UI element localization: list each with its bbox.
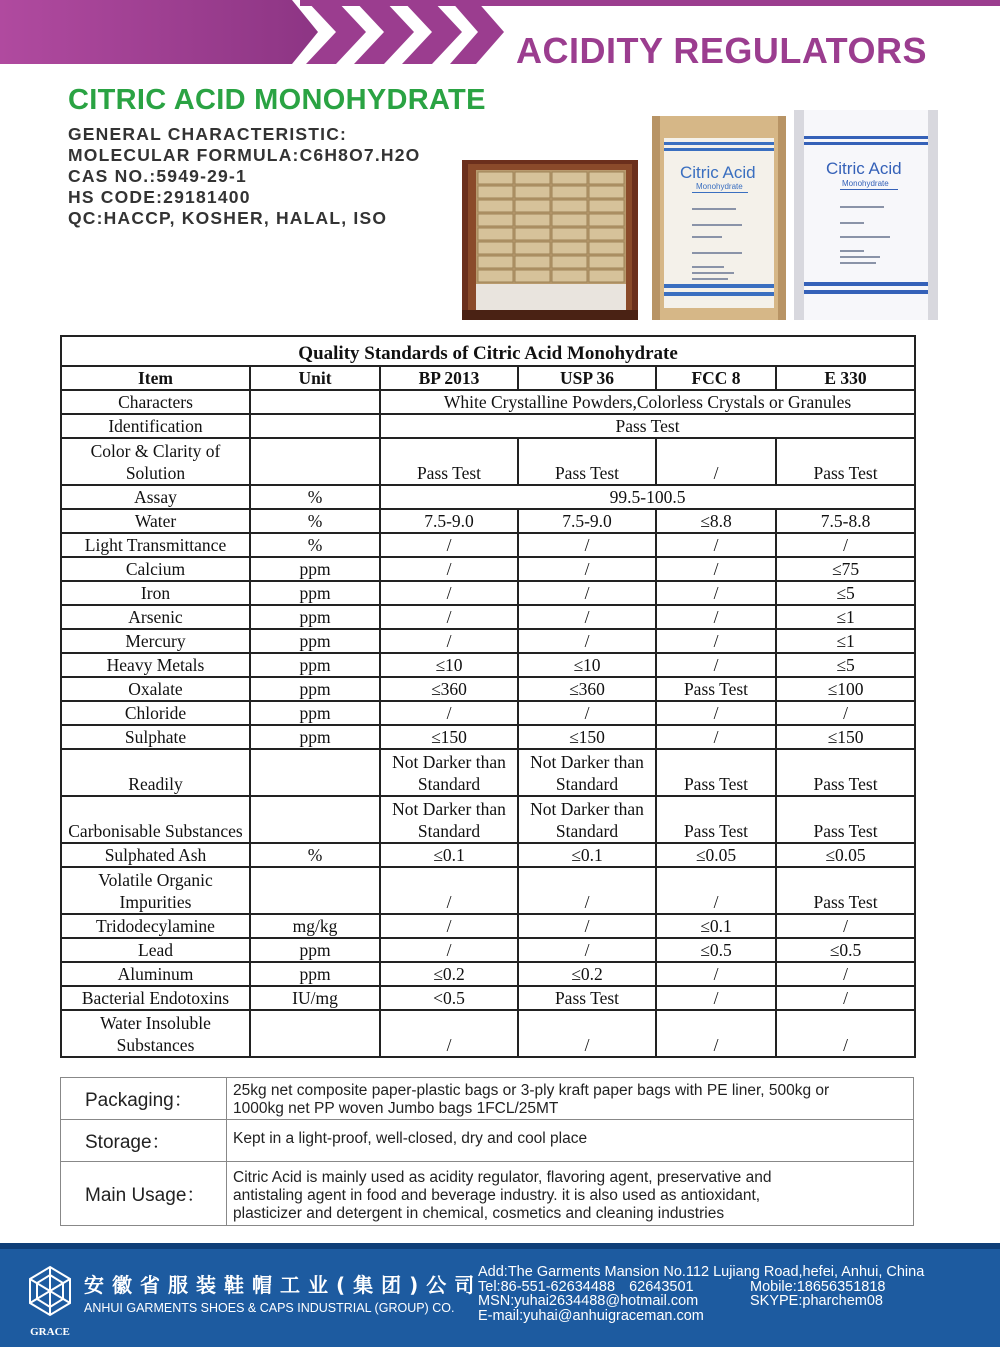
value-cell: /	[518, 581, 656, 605]
value-cell: Pass Test	[518, 438, 656, 485]
table-row	[61, 485, 915, 509]
packaging-label: Packaging：	[61, 1078, 227, 1120]
value-cell: /	[518, 701, 656, 725]
product-title: CITRIC ACID MONOHYDRATE	[68, 84, 486, 116]
usage-line: antistaling agent in food and beverage industry. it is also used as antioxidant,	[233, 1187, 761, 1204]
table-row	[61, 938, 915, 962]
value-cell: /	[380, 605, 518, 629]
value-cell: /	[518, 1010, 656, 1057]
table-row	[61, 725, 915, 749]
unit-cell: ppm	[250, 581, 380, 605]
value-cell: /	[656, 605, 776, 629]
item-cell: Mercury	[61, 629, 250, 653]
table-row	[61, 843, 915, 867]
value-cell: ≤0.2	[518, 962, 656, 986]
value-cell: ≤0.1	[656, 914, 776, 938]
item-cell: Sulphated Ash	[61, 843, 250, 867]
value-cell: /	[380, 1010, 518, 1057]
table-row	[61, 438, 915, 485]
merged-value-cell: White Crystalline Powders,Colorless Crystals or Granules	[380, 390, 915, 414]
usage-label: Main Usage：	[61, 1162, 227, 1226]
contact-tel: Tel:86-551-62634488	[478, 1278, 616, 1295]
general-line: MOLECULAR FORMULA:C6H8O7.H2O	[68, 145, 421, 165]
value-cell: 7.5-9.0	[380, 509, 518, 533]
column-header: E 330	[776, 366, 915, 390]
unit-cell	[250, 796, 380, 843]
logo-text: GRACE	[30, 1326, 70, 1338]
value-cell: /	[518, 557, 656, 581]
item-cell: Arsenic	[61, 605, 250, 629]
packaging-line: 25kg net composite paper-plastic bags or 3-ply kraft paper bags with PE liner, 500kg or	[233, 1082, 830, 1099]
value-cell: ≤360	[380, 677, 518, 701]
value-cell: ≤100	[776, 677, 915, 701]
item-cell: Water Insoluble Substances	[61, 1010, 250, 1057]
column-header: USP 36	[518, 366, 656, 390]
value-cell: Pass Test	[518, 986, 656, 1010]
value-cell: <0.5	[380, 986, 518, 1010]
value-cell: /	[656, 986, 776, 1010]
value-cell: Not Darker than Standard	[380, 796, 518, 843]
storage-row	[61, 1120, 914, 1162]
unit-cell: ppm	[250, 725, 380, 749]
column-header: BP 2013	[380, 366, 518, 390]
value-cell: ≤150	[518, 725, 656, 749]
table-row	[61, 701, 915, 725]
value-cell: /	[656, 867, 776, 914]
unit-cell	[250, 390, 380, 414]
contact-email[interactable]: E-mail:yuhai@anhuigraceman.com	[478, 1307, 704, 1324]
unit-cell: %	[250, 843, 380, 867]
value-cell: /	[776, 1010, 915, 1057]
product-bag-photo-kraft	[652, 116, 786, 320]
value-cell: /	[518, 938, 656, 962]
value-cell: ≤10	[380, 653, 518, 677]
value-cell: ≤5	[776, 581, 915, 605]
unit-cell	[250, 1010, 380, 1057]
unit-cell: ppm	[250, 677, 380, 701]
company-name-chinese: 安徽省服装鞋帽工业(集团)公司	[84, 1273, 483, 1297]
item-cell: Readily	[61, 749, 250, 796]
usage-value	[227, 1162, 914, 1226]
table-row	[61, 677, 915, 701]
value-cell: 7.5-9.0	[518, 509, 656, 533]
container-loading-photo	[462, 160, 638, 320]
value-cell: ≤0.2	[380, 962, 518, 986]
unit-cell: %	[250, 509, 380, 533]
contact-address: Add:The Garments Mansion No.112 Lujiang Road,hefei, Anhui, China	[478, 1264, 925, 1280]
value-cell: /	[776, 962, 915, 986]
table-row	[61, 605, 915, 629]
table-row	[61, 867, 915, 914]
value-cell: /	[776, 914, 915, 938]
usage-line: plasticizer and detergent in chemical, cosmetics and cleaning industries	[233, 1205, 725, 1222]
storage-line: Kept in a light-proof, well-closed, dry and cool place	[233, 1130, 588, 1147]
value-cell: Pass Test	[776, 867, 915, 914]
value-cell: ≤0.5	[656, 938, 776, 962]
packaging-value	[227, 1078, 914, 1120]
value-cell: /	[656, 438, 776, 485]
table-row	[61, 629, 915, 653]
product-bag-photo-white	[794, 110, 938, 320]
packaging-row	[61, 1078, 914, 1120]
value-cell: /	[380, 867, 518, 914]
value-cell: /	[656, 557, 776, 581]
table-row	[61, 1010, 915, 1057]
value-cell: /	[518, 533, 656, 557]
value-cell: /	[380, 701, 518, 725]
packaging-line: 1000kg net PP woven Jumbo bags 1FCL/25MT	[233, 1100, 559, 1117]
value-cell: Pass Test	[776, 749, 915, 796]
value-cell: /	[656, 962, 776, 986]
item-cell: Iron	[61, 581, 250, 605]
table-row	[61, 986, 915, 1010]
unit-cell: %	[250, 485, 380, 509]
contact-tel-2: 62643501	[629, 1278, 694, 1295]
value-cell: ≤150	[776, 725, 915, 749]
contact-messenger-row	[478, 1294, 924, 1309]
table-row	[61, 557, 915, 581]
company-name-english: ANHUI GARMENTS SHOES & CAPS INDUSTRIAL (GROUP) CO.	[84, 1301, 455, 1315]
general-characteristics	[68, 124, 421, 229]
bag2-title: Citric Acid	[826, 159, 902, 178]
value-cell: Pass Test	[776, 796, 915, 843]
value-cell: ≤1	[776, 629, 915, 653]
storage-value	[227, 1120, 914, 1162]
value-cell: /	[656, 533, 776, 557]
company-logo	[20, 1257, 80, 1341]
general-line: GENERAL CHARACTERISTIC:	[68, 124, 348, 144]
unit-cell: ppm	[250, 653, 380, 677]
table-row	[61, 509, 915, 533]
value-cell: /	[380, 629, 518, 653]
merged-value-cell: 99.5-100.5	[380, 485, 915, 509]
value-cell: ≤10	[518, 653, 656, 677]
contact-info	[478, 1265, 924, 1323]
value-cell: /	[518, 629, 656, 653]
table-row	[61, 796, 915, 843]
unit-cell	[250, 414, 380, 438]
value-cell: /	[656, 581, 776, 605]
item-cell: Lead	[61, 938, 250, 962]
general-line: QC:HACCP, KOSHER, HALAL, ISO	[68, 208, 388, 228]
unit-cell: ppm	[250, 605, 380, 629]
value-cell: /	[518, 914, 656, 938]
table-row	[61, 533, 915, 557]
unit-cell: ppm	[250, 701, 380, 725]
item-cell: Heavy Metals	[61, 653, 250, 677]
value-cell: ≤0.1	[518, 843, 656, 867]
item-cell: Assay	[61, 485, 250, 509]
value-cell: /	[656, 1010, 776, 1057]
unit-cell: mg/kg	[250, 914, 380, 938]
table-row	[61, 581, 915, 605]
item-cell: Light Transmittance	[61, 533, 250, 557]
item-cell: Sulphate	[61, 725, 250, 749]
unit-cell	[250, 867, 380, 914]
value-cell: /	[518, 867, 656, 914]
bag1-title: Citric Acid	[680, 163, 756, 182]
item-cell: Aluminum	[61, 962, 250, 986]
value-cell: ≤8.8	[656, 509, 776, 533]
value-cell: ≤150	[380, 725, 518, 749]
unit-cell	[250, 438, 380, 485]
value-cell: /	[380, 914, 518, 938]
value-cell: ≤5	[776, 653, 915, 677]
item-cell: Carbonisable Substances	[61, 796, 250, 843]
general-line: HS CODE:29181400	[68, 187, 251, 207]
contact-phone-row	[478, 1280, 924, 1295]
value-cell: /	[518, 605, 656, 629]
item-cell: Identification	[61, 414, 250, 438]
item-cell: Color & Clarity of Solution	[61, 438, 250, 485]
value-cell: Not Darker than Standard	[380, 749, 518, 796]
bag1-subtitle: Monohydrate	[696, 182, 743, 191]
value-cell: /	[656, 725, 776, 749]
column-header: FCC 8	[656, 366, 776, 390]
value-cell: /	[656, 701, 776, 725]
value-cell: Pass Test	[656, 796, 776, 843]
value-cell: ≤0.5	[776, 938, 915, 962]
unit-cell: %	[250, 533, 380, 557]
merged-value-cell: Pass Test	[380, 414, 915, 438]
general-line: CAS NO.:5949-29-1	[68, 166, 247, 186]
item-cell: Tridodecylamine	[61, 914, 250, 938]
contact-msn: MSN:yuhai2634488@hotmail.com	[478, 1293, 699, 1309]
value-cell: Pass Test	[656, 677, 776, 701]
value-cell: ≤1	[776, 605, 915, 629]
table-row	[61, 914, 915, 938]
contact-mobile: Mobile:18656351818	[750, 1278, 886, 1295]
value-cell: ≤75	[776, 557, 915, 581]
value-cell: Pass Test	[776, 438, 915, 485]
value-cell: /	[380, 533, 518, 557]
table-row	[61, 414, 915, 438]
table-title: Quality Standards of Citric Acid Monohydrate	[61, 336, 915, 366]
value-cell: ≤360	[518, 677, 656, 701]
value-cell: /	[656, 629, 776, 653]
item-cell: Calcium	[61, 557, 250, 581]
column-header: Unit	[250, 366, 380, 390]
value-cell: Pass Test	[380, 438, 518, 485]
unit-cell: ppm	[250, 962, 380, 986]
item-cell: Chloride	[61, 701, 250, 725]
unit-cell: ppm	[250, 629, 380, 653]
footer-divider	[0, 1243, 1000, 1249]
unit-cell	[250, 749, 380, 796]
usage-row	[61, 1162, 914, 1226]
unit-cell: ppm	[250, 557, 380, 581]
product-info-table	[60, 1077, 914, 1226]
value-cell: /	[776, 986, 915, 1010]
value-cell: Not Darker than Standard	[518, 796, 656, 843]
value-cell: 7.5-8.8	[776, 509, 915, 533]
company-footer	[0, 1243, 1000, 1347]
value-cell: /	[380, 938, 518, 962]
value-cell: Pass Test	[656, 749, 776, 796]
value-cell: /	[656, 653, 776, 677]
storage-label: Storage：	[61, 1120, 227, 1162]
contact-skype: SKYPE:pharchem08	[750, 1293, 883, 1309]
item-cell: Volatile Organic Impurities	[61, 867, 250, 914]
bag2-subtitle: Monohydrate	[842, 179, 889, 188]
table-row	[61, 653, 915, 677]
item-cell: Bacterial Endotoxins	[61, 986, 250, 1010]
value-cell: ≤0.05	[656, 843, 776, 867]
table-header-row	[61, 366, 915, 390]
item-cell: Water	[61, 509, 250, 533]
value-cell: ≤0.1	[380, 843, 518, 867]
value-cell: /	[380, 557, 518, 581]
column-header: Item	[61, 366, 250, 390]
table-row	[61, 962, 915, 986]
value-cell: /	[776, 701, 915, 725]
table-row	[61, 390, 915, 414]
value-cell: Not Darker than Standard	[518, 749, 656, 796]
value-cell: /	[380, 581, 518, 605]
item-cell: Oxalate	[61, 677, 250, 701]
unit-cell: ppm	[250, 938, 380, 962]
usage-line: Citric Acid is mainly used as acidity regulator, flavoring agent, preservative and	[233, 1169, 772, 1186]
value-cell: /	[776, 533, 915, 557]
value-cell: ≤0.05	[776, 843, 915, 867]
quality-standards-table	[60, 335, 916, 1058]
item-cell: Characters	[61, 390, 250, 414]
category-title: ACIDITY REGULATORS	[516, 30, 928, 71]
table-row	[61, 749, 915, 796]
unit-cell: IU/mg	[250, 986, 380, 1010]
